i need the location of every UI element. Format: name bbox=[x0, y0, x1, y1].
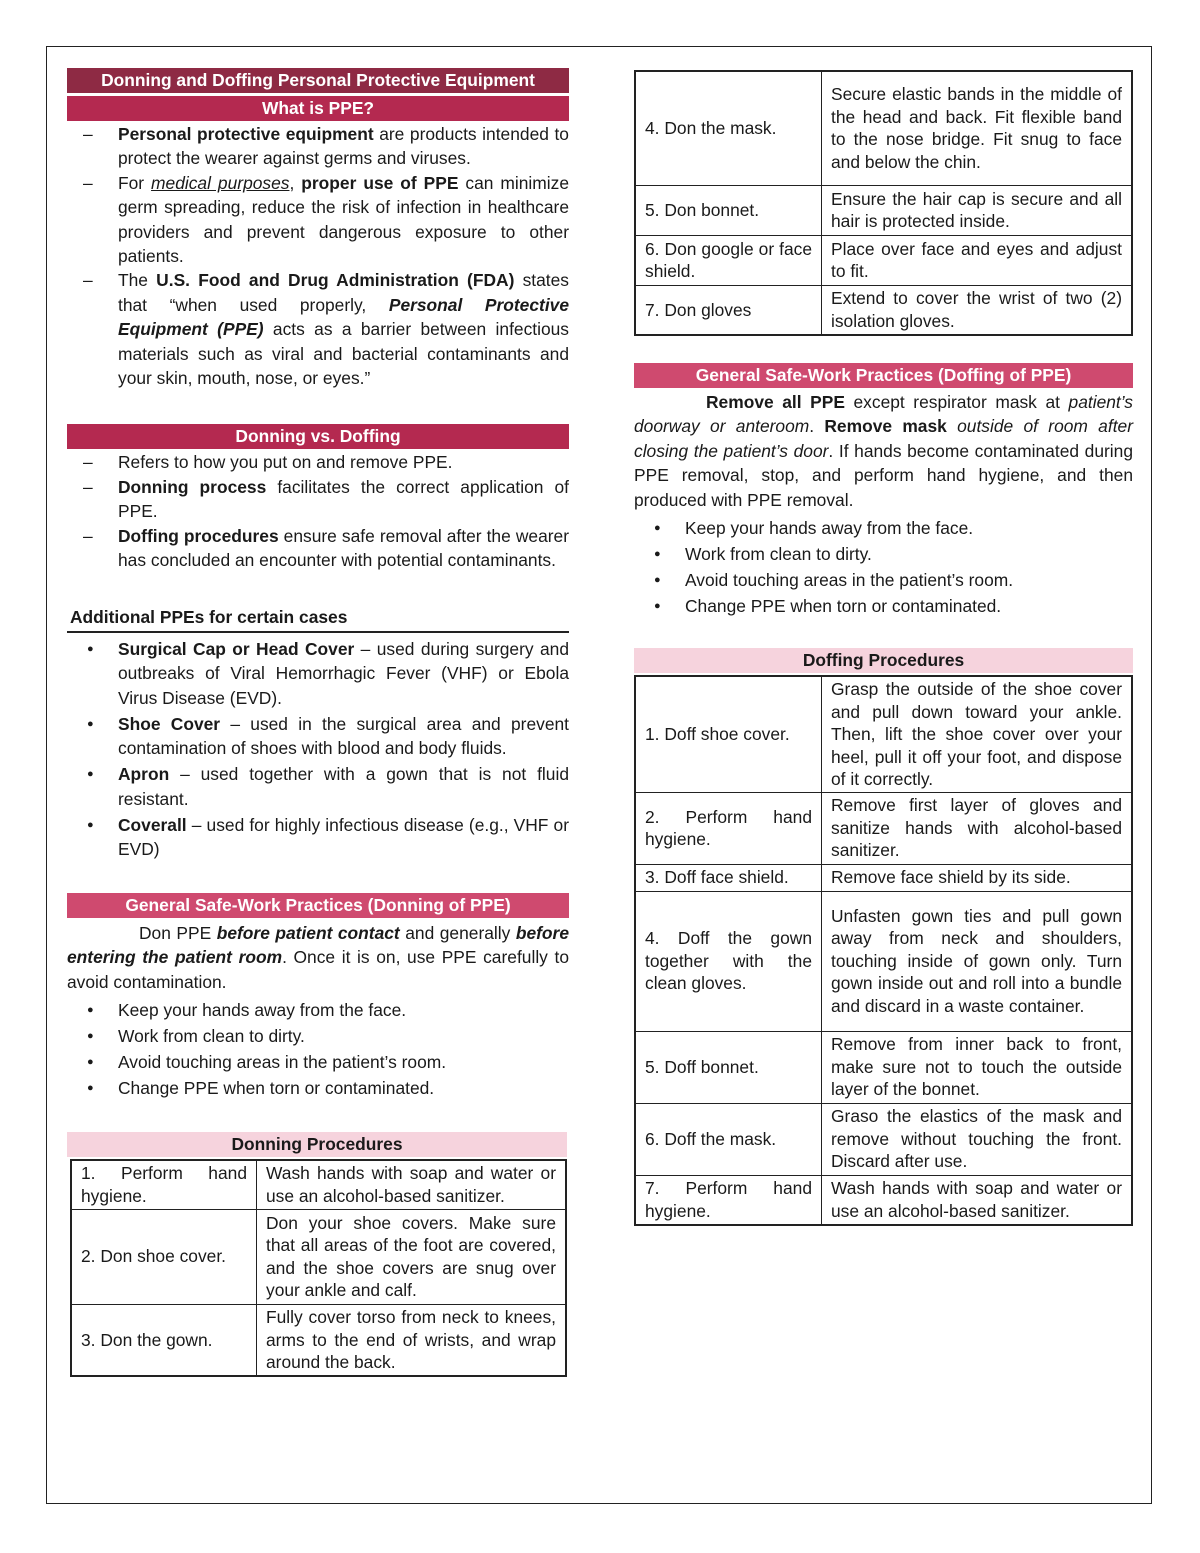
additional-ppe-list bbox=[67, 637, 569, 861]
doffing-practices-intro: Remove all PPE except respirator mask at patient’s doorway or anteroom. Remove mask outside of room after closing the patient’s door. If hands become contaminated during PPE removal, stop, and perform hand hygiene, and then produced with PPE removal. bbox=[634, 392, 1133, 510]
list-item: ● Coverall – used for highly infectious disease (e.g., VHF or EVD) bbox=[67, 813, 569, 862]
step-cell: 3. Don the gown. bbox=[71, 1304, 257, 1376]
list-item: ● Work from clean to dirty. bbox=[67, 1024, 569, 1048]
donning-procedures-table bbox=[70, 1159, 567, 1377]
description-cell: Graso the elastics of the mask and remove without touching the front. Discard after use. bbox=[822, 1103, 1133, 1175]
step-cell: 5. Don bonnet. bbox=[635, 185, 822, 235]
step-cell: 7. Perform hand hygiene. bbox=[635, 1175, 822, 1225]
description-cell: Ensure the hair cap is secure and all hair is protected inside. bbox=[822, 185, 1133, 235]
step-cell: 3. Doff face shield. bbox=[635, 864, 822, 891]
step-cell: 2. Don shoe cover. bbox=[71, 1209, 257, 1304]
description-cell: Remove from inner back to front, make sure not to touch the outside layer of the bonnet. bbox=[822, 1031, 1133, 1103]
step-cell: 4. Doff the gown together with the clean gloves. bbox=[635, 891, 822, 1031]
description-cell: Unfasten gown ties and pull gown away from neck and shoulders, touching inside of gown only. Turn gown inside out and roll into a bundle and discard in a waste container. bbox=[822, 891, 1133, 1031]
table-row bbox=[635, 1031, 1132, 1103]
list-item: – Refers to how you put on and remove PPE. bbox=[67, 450, 569, 474]
table-row bbox=[635, 891, 1132, 1031]
list-item: – Donning process facilitates the correct application of PPE. bbox=[67, 475, 569, 524]
doffing-procedures-heading: Doffing Procedures bbox=[634, 648, 1133, 673]
step-cell: 5. Doff bonnet. bbox=[635, 1031, 822, 1103]
donning-practices-intro: Don PPE before patient contact and generally before entering the patient room. Once it is on, use PPE carefully to avoid contamination. bbox=[67, 922, 570, 992]
table-row bbox=[71, 1160, 566, 1209]
step-cell: 1. Perform hand hygiene. bbox=[71, 1160, 257, 1209]
table-row bbox=[635, 71, 1132, 185]
list-item: ● Work from clean to dirty. bbox=[634, 542, 1133, 566]
doffing-practices-list bbox=[634, 516, 1133, 618]
table-row bbox=[635, 185, 1132, 235]
description-cell: Wash hands with soap and water or use an alcohol-based sanitizer. bbox=[257, 1160, 567, 1209]
list-item: ● Keep your hands away from the face. bbox=[67, 998, 569, 1022]
table-row bbox=[635, 792, 1132, 864]
doffing-practices-heading: General Safe-Work Practices (Doffing of PPE) bbox=[634, 363, 1133, 388]
list-item: ● Apron – used together with a gown that is not fluid resistant. bbox=[67, 762, 569, 811]
donning-practices-list bbox=[67, 998, 569, 1100]
description-cell: Extend to cover the wrist of two (2) isolation gloves. bbox=[822, 285, 1133, 335]
additional-ppe-heading: Additional PPEs for certain cases bbox=[67, 605, 569, 633]
list-item: ● Surgical Cap or Head Cover – used during surgery and outbreaks of Viral Hemorrhagic Fever (VHF) or Ebola Virus Disease (EVD). bbox=[67, 637, 569, 710]
table-row bbox=[635, 235, 1132, 285]
table-row bbox=[635, 285, 1132, 335]
list-item: – Personal protective equipment are products intended to protect the wearer against germs and viruses. bbox=[67, 122, 569, 171]
description-cell: Secure elastic bands in the middle of the head and back. Fit flexible band to the nose bridge. Fit snug to face and below the chin. bbox=[822, 71, 1133, 185]
description-cell: Fully cover torso from neck to knees, arms to the end of wrists, and wrap around the back. bbox=[257, 1304, 567, 1376]
list-item: – For medical purposes, proper use of PPE can minimize germ spreading, reduce the risk of infection in healthcare providers and prevent dangerous exposure to other patients. bbox=[67, 171, 569, 269]
donning-procedures-heading: Donning Procedures bbox=[67, 1132, 567, 1157]
table-row bbox=[71, 1209, 566, 1304]
description-cell: Grasp the outside of the shoe cover and pull down toward your ankle. Then, lift the shoe cover over your heel, pull it off your foot, and dispose of it correctly. bbox=[822, 676, 1133, 792]
list-item: – Doffing procedures ensure safe removal after the wearer has concluded an encounter with potential contaminants. bbox=[67, 524, 569, 573]
list-item: – The U.S. Food and Drug Administration (FDA) states that “when used properly, Personal Protective Equipment (PPE) acts as a barrier between infectious materials such as viral and bacterial contaminants and your skin, mouth, nose, or eyes.” bbox=[67, 268, 569, 390]
step-cell: 1. Doff shoe cover. bbox=[635, 676, 822, 792]
list-item: ● Keep your hands away from the face. bbox=[634, 516, 1133, 540]
description-cell: Remove first layer of gloves and sanitize hands with alcohol-based sanitizer. bbox=[822, 792, 1133, 864]
description-cell: Don your shoe covers. Make sure that all areas of the foot are covered, and the shoe covers are snug over your ankle and calf. bbox=[257, 1209, 567, 1304]
table-row bbox=[71, 1304, 566, 1376]
description-cell: Remove face shield by its side. bbox=[822, 864, 1133, 891]
step-cell: 6. Doff the mask. bbox=[635, 1103, 822, 1175]
table-row bbox=[635, 864, 1132, 891]
list-item: ● Avoid touching areas in the patient’s room. bbox=[634, 568, 1133, 592]
document-title: Donning and Doffing Personal Protective Equipment bbox=[67, 68, 569, 93]
table-row bbox=[635, 1103, 1132, 1175]
description-cell: Place over face and eyes and adjust to fit. bbox=[822, 235, 1133, 285]
donning-procedures-table-continued bbox=[634, 70, 1133, 336]
ppe-definition-list bbox=[67, 122, 569, 390]
step-cell: 2. Perform hand hygiene. bbox=[635, 792, 822, 864]
list-item: ● Shoe Cover – used in the surgical area and prevent contamination of shoes with blood and body fluids. bbox=[67, 712, 569, 761]
step-cell: 4. Don the mask. bbox=[635, 71, 822, 185]
right-column bbox=[634, 70, 1133, 1226]
step-cell: 7. Don gloves bbox=[635, 285, 822, 335]
description-cell: Wash hands with soap and water or use an alcohol-based sanitizer. bbox=[822, 1175, 1133, 1225]
doffing-procedures-table bbox=[634, 675, 1133, 1226]
left-column bbox=[67, 68, 569, 1377]
donning-practices-heading: General Safe-Work Practices (Donning of PPE) bbox=[67, 893, 569, 918]
table-row bbox=[635, 1175, 1132, 1225]
list-item: ● Change PPE when torn or contaminated. bbox=[634, 594, 1133, 618]
donning-vs-doffing-heading: Donning vs. Doffing bbox=[67, 424, 569, 449]
donning-vs-doffing-list bbox=[67, 450, 569, 572]
step-cell: 6. Don google or face shield. bbox=[635, 235, 822, 285]
list-item: ● Avoid touching areas in the patient’s room. bbox=[67, 1050, 569, 1074]
list-item: ● Change PPE when torn or contaminated. bbox=[67, 1076, 569, 1100]
table-row bbox=[635, 676, 1132, 792]
what-is-ppe-heading: What is PPE? bbox=[67, 96, 569, 121]
